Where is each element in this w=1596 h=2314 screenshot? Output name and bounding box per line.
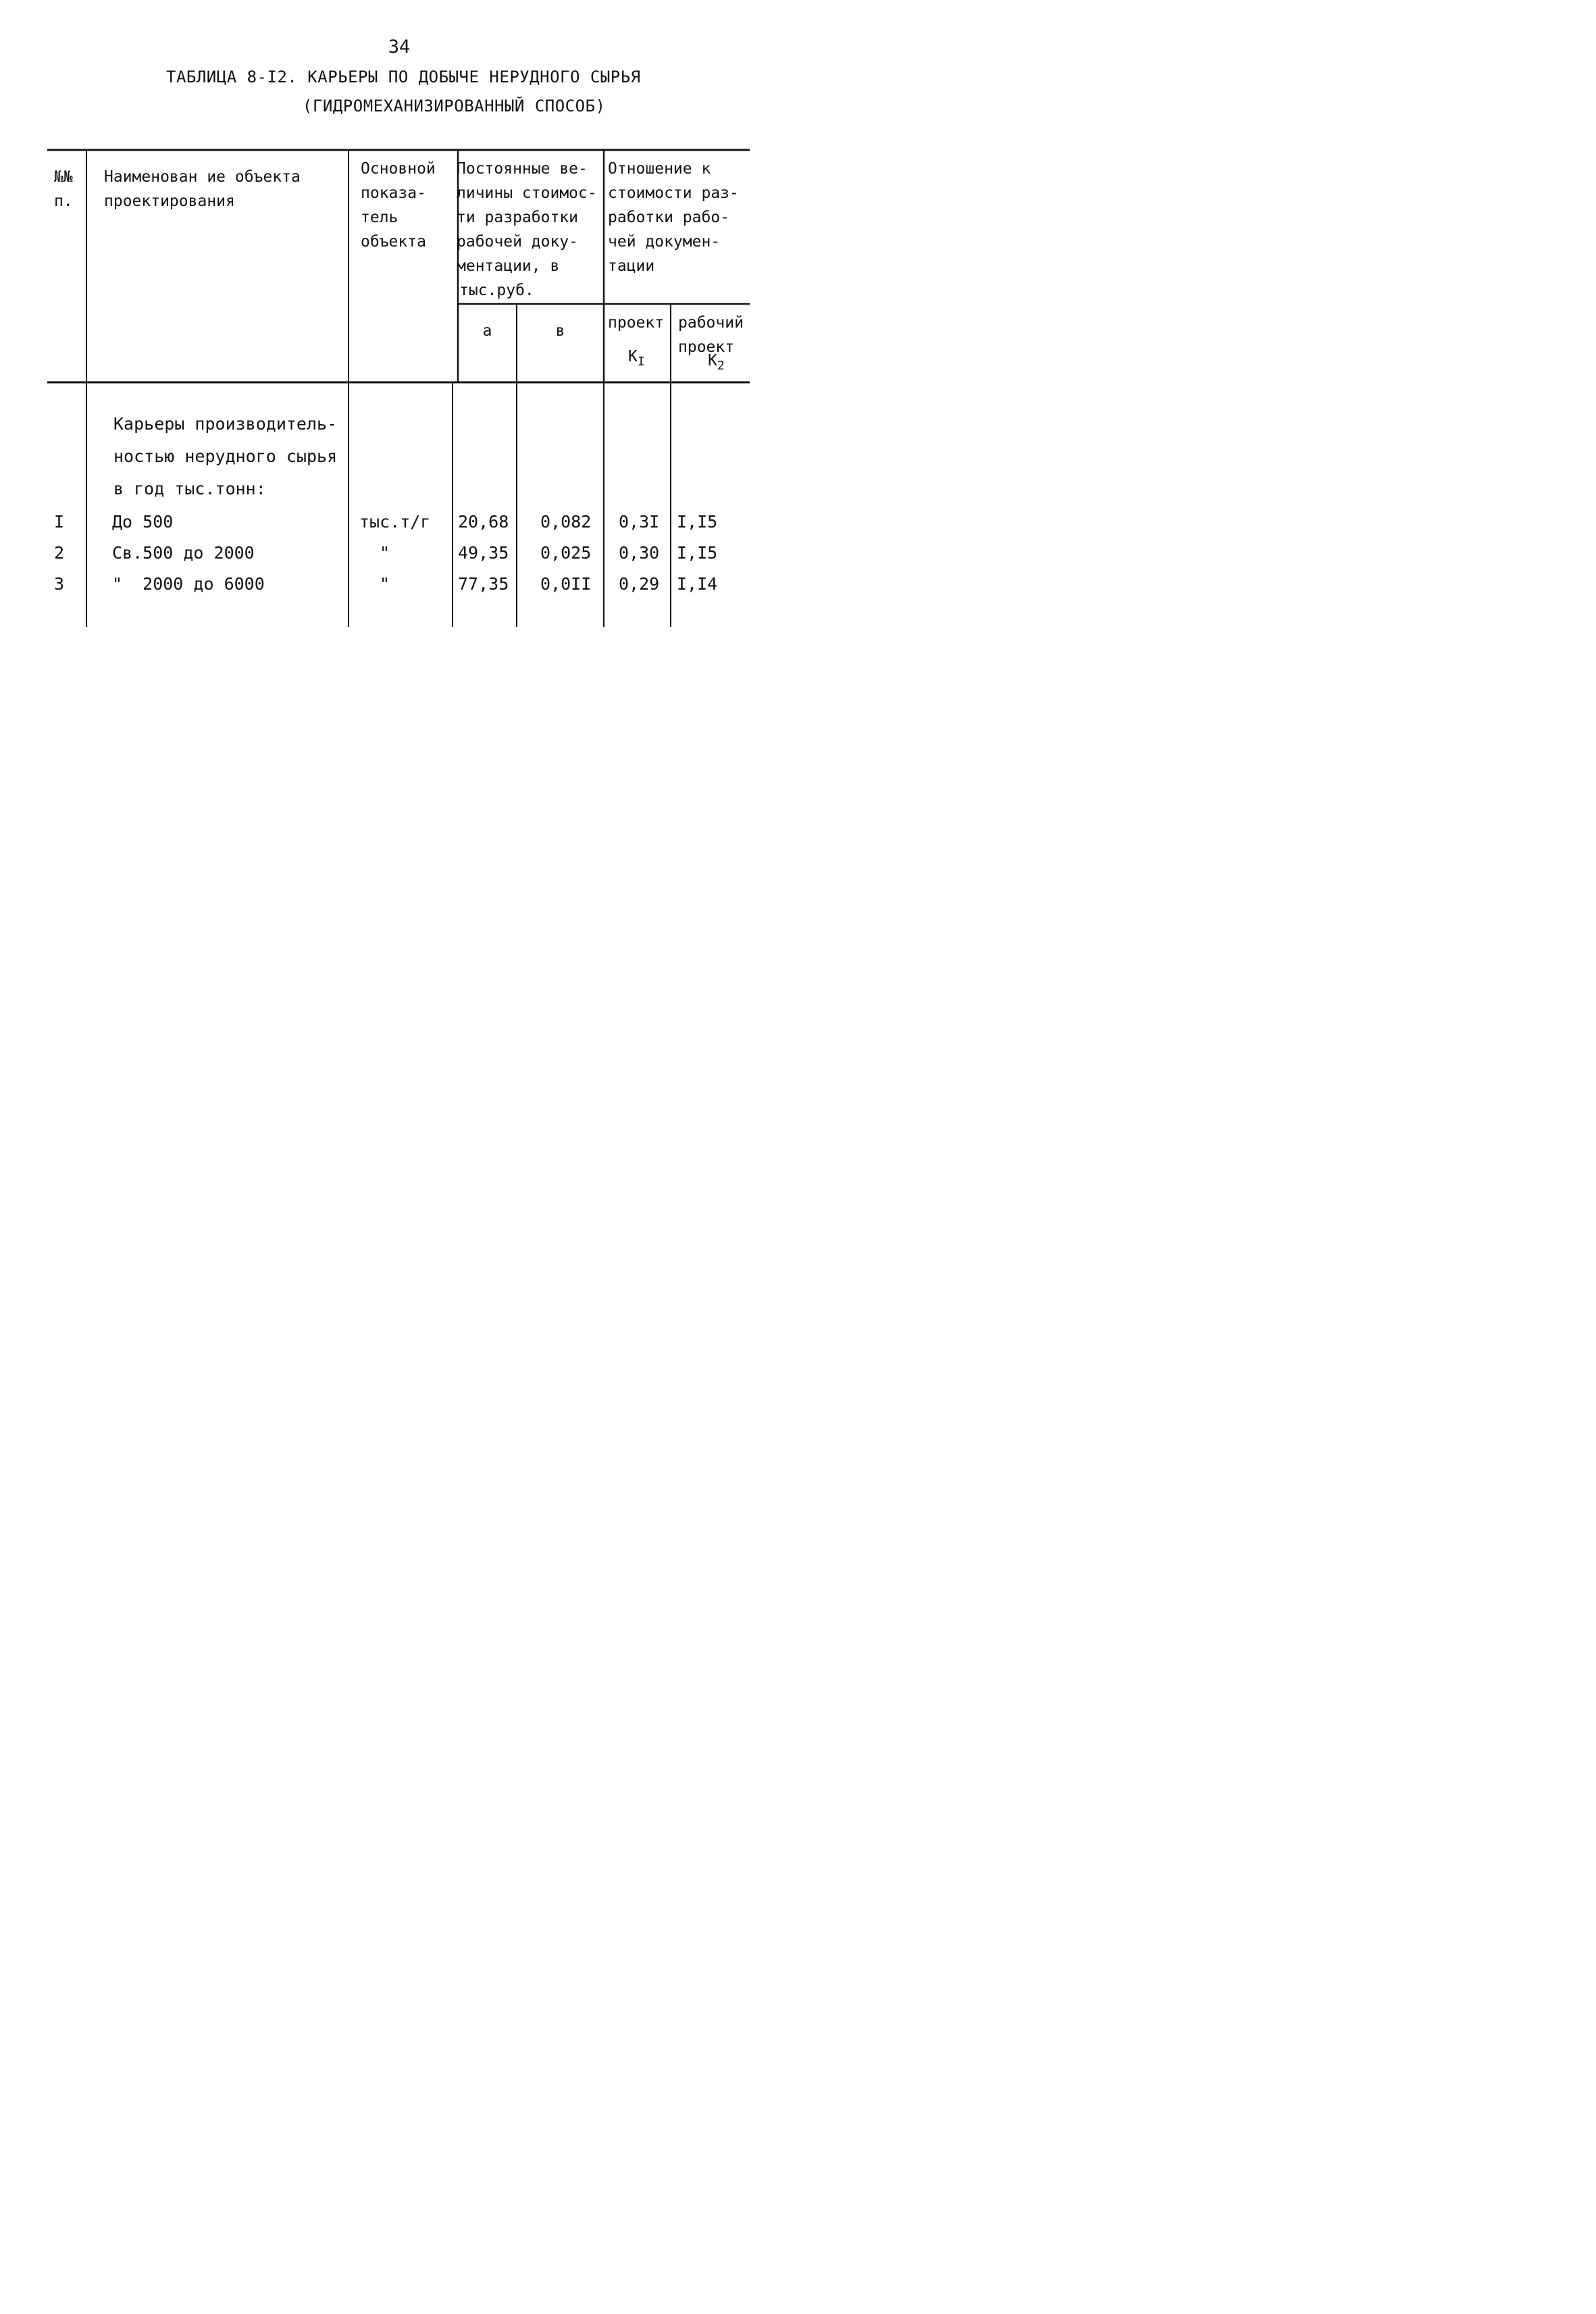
header-b: в	[555, 322, 565, 340]
table-title: ТАБЛИЦА 8-I2. КАРЬЕРЫ ПО ДОБЫЧЕ НЕРУДНОГО СЫРЬЯ	[166, 68, 641, 86]
row-a: 20,68	[458, 512, 509, 532]
row-num: 3	[54, 574, 65, 594]
header-k1: $К_I$	[628, 348, 645, 369]
row-name: " 2000 до 6000	[112, 574, 265, 594]
table-subtitle: (ГИДРОМЕХАНИЗИРОВАННЫЙ СПОСОБ)	[303, 97, 606, 115]
row-k1: 0,29	[619, 574, 660, 594]
row-name: До 500	[112, 512, 174, 532]
section-heading: Карьеры производитель- ностью нерудного сырья в год тыс.тонн:	[113, 414, 338, 498]
row-num: 2	[54, 543, 65, 563]
header-k2: $К_2$	[708, 352, 725, 373]
row-k2: I,I4	[677, 574, 718, 594]
header-working: рабочий проект	[678, 314, 744, 356]
header-name: Наименован ие объекта проектирования	[104, 168, 301, 210]
header-a: а	[482, 322, 492, 340]
row-k2: I,I5	[677, 512, 718, 532]
header-indicator: Основной показа- тель объекта	[361, 160, 436, 251]
row-num: I	[54, 512, 65, 532]
header-num: №№ п.	[54, 168, 73, 210]
row-b: 0,025	[540, 543, 592, 563]
row-unit: тыс.т/г	[359, 512, 431, 532]
row-a: 49,35	[458, 543, 509, 563]
header-constant: Постоянные ве- личины стоимос- ти разработки рабочей доку- ментации, в тыс.руб.	[457, 160, 597, 299]
row-unit: "	[380, 574, 390, 594]
page-number: 34	[388, 36, 411, 57]
row-k1: 0,30	[619, 543, 660, 563]
header-project: проект	[608, 314, 665, 332]
row-unit: "	[380, 543, 390, 563]
row-k2: I,I5	[677, 543, 718, 563]
row-b: 0,0II	[540, 574, 592, 594]
header-ratio: Отношение к стоимости раз- работки рабо- чей докумен- тации	[608, 160, 739, 275]
row-b: 0,082	[540, 512, 592, 532]
row-a: 77,35	[458, 574, 509, 594]
row-name: Св.500 до 2000	[112, 543, 255, 563]
row-k1: 0,3I	[619, 512, 660, 532]
